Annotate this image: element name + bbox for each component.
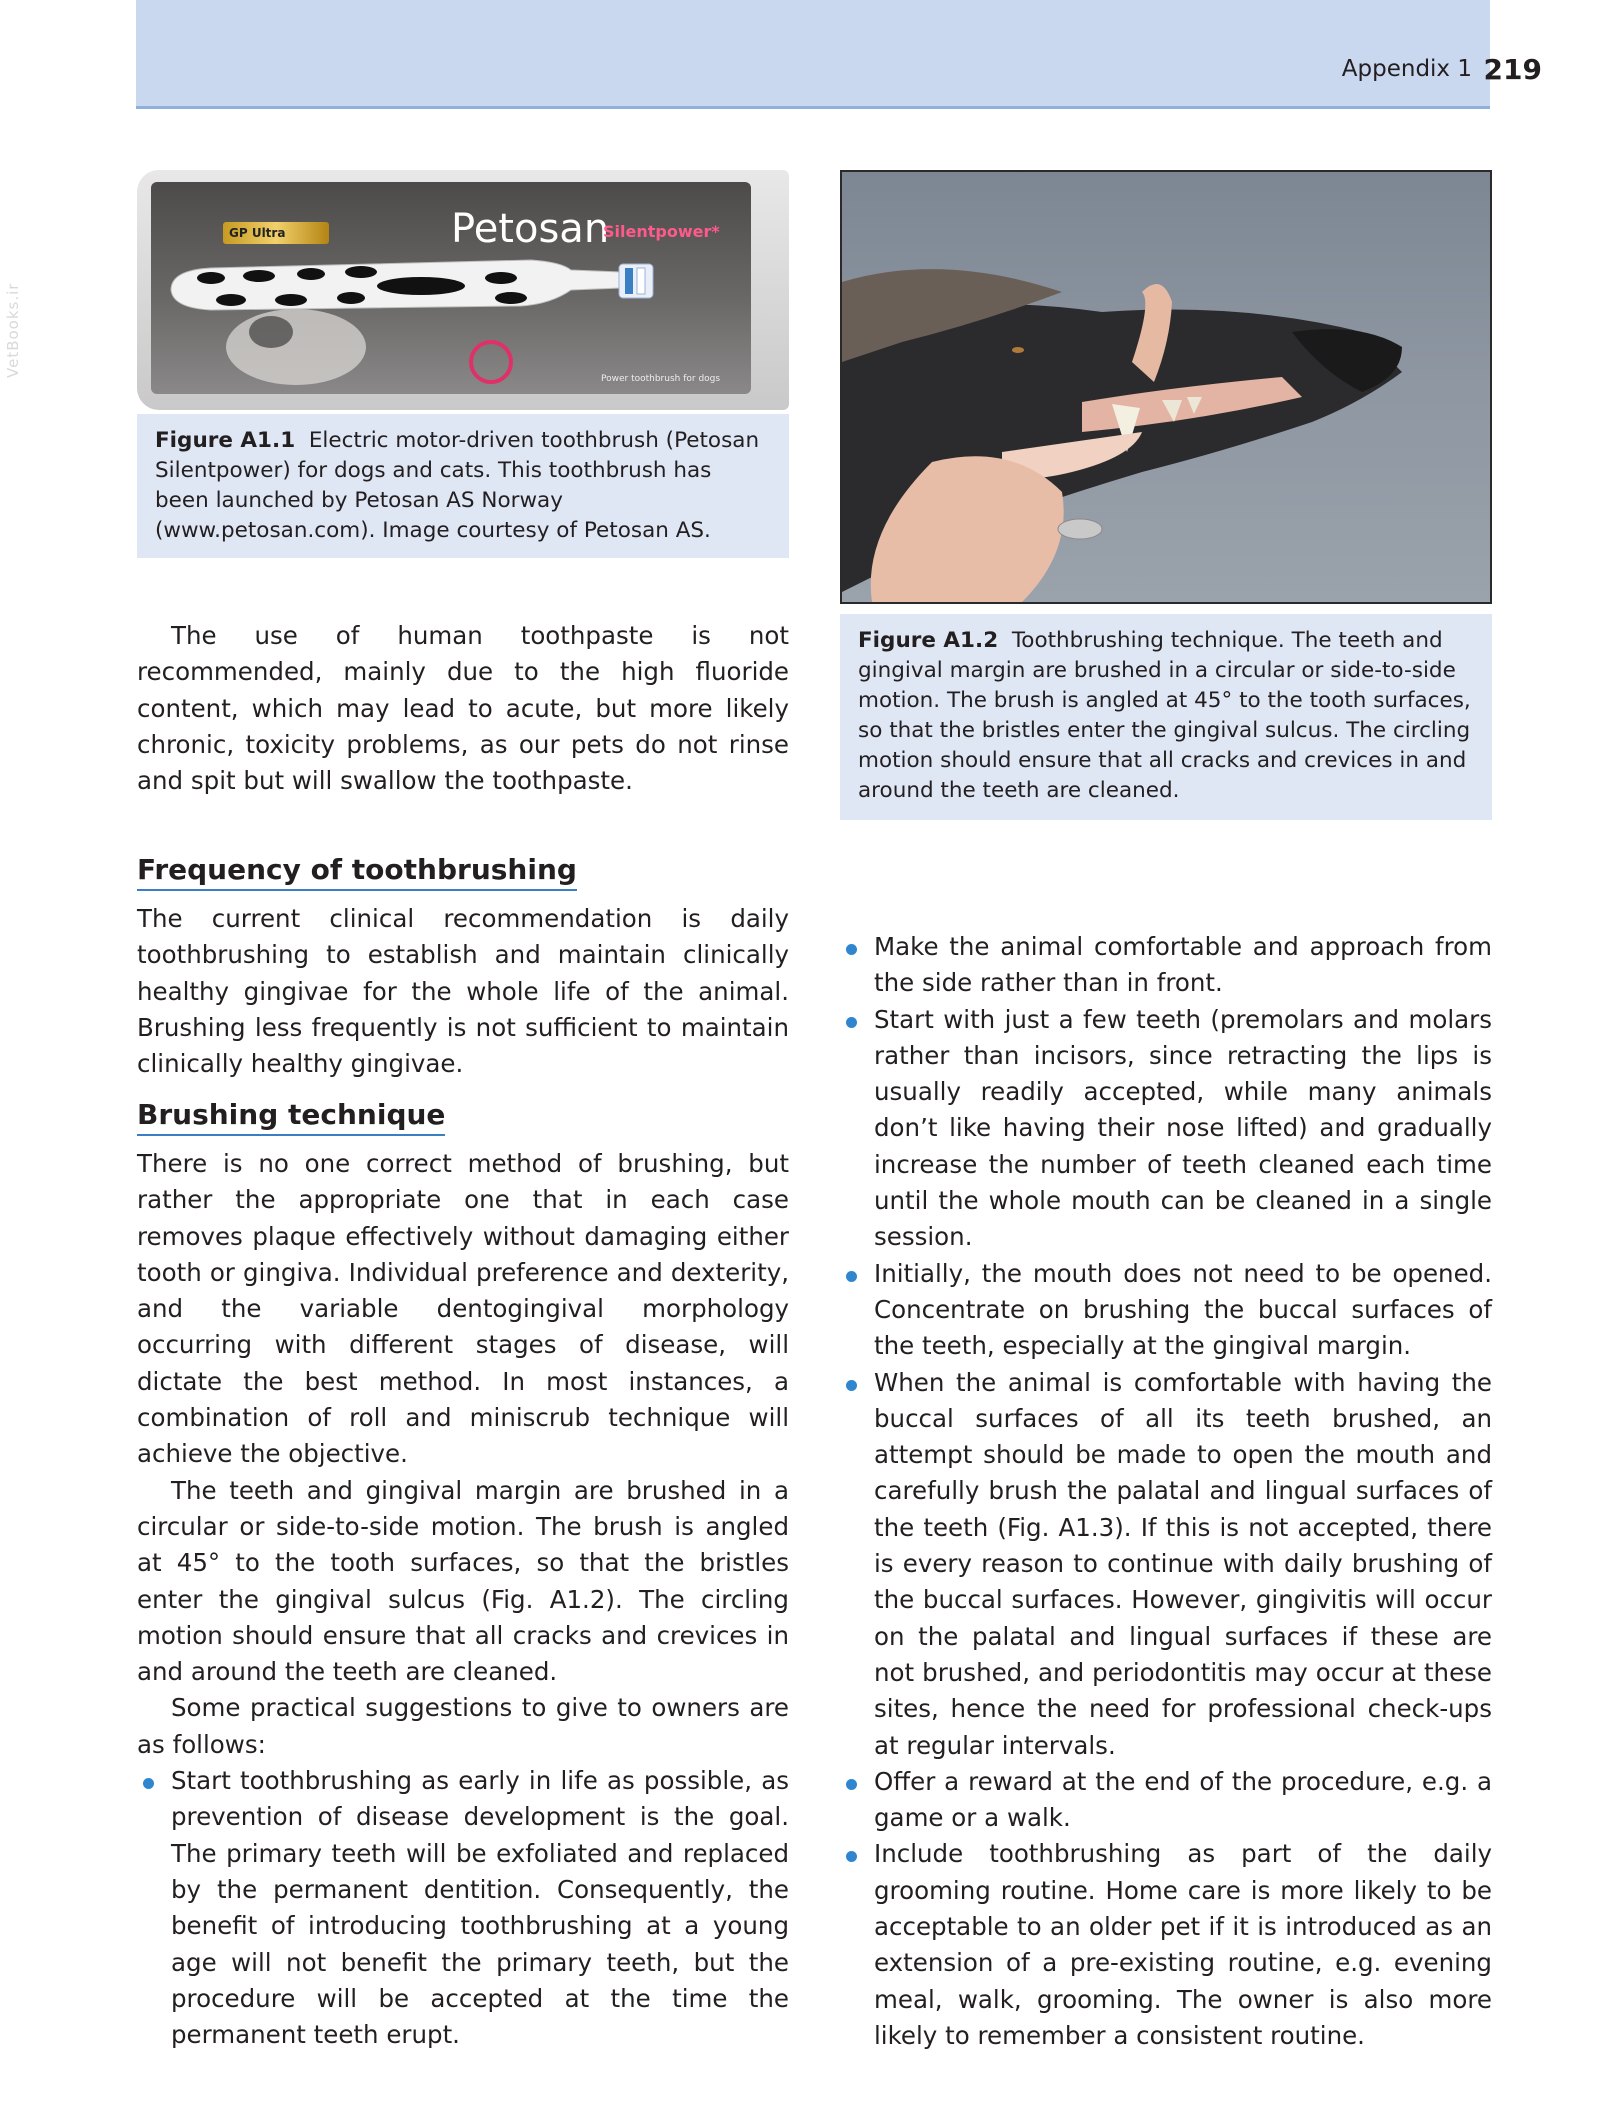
- right-column: [840, 929, 1492, 2054]
- suggestion-bullet: Offer a reward at the end of the procedure, e.g. a game or a walk.: [840, 1764, 1492, 1837]
- figure-a1-2-label: Figure A1.2: [858, 628, 999, 653]
- figure-a1-2-caption: [840, 614, 1492, 820]
- watermark: VetBooks.ir: [4, 282, 22, 378]
- battery: GP Ultra: [223, 222, 329, 244]
- toothbrush-illustration: [151, 182, 751, 394]
- figure-a1-1-image: [137, 170, 789, 410]
- left-column-top: [137, 618, 789, 799]
- frequency-heading: Frequency of toothbrushing: [137, 852, 577, 891]
- toothbrush-package: [151, 182, 751, 394]
- toothbrushing-photo: [842, 172, 1490, 602]
- package-product: Silentpower*: [603, 222, 720, 241]
- suggestion-bullet: Initially, the mouth does not need to be opened. Concentrate on brushing the buccal surfaces of the teeth, especially at the gingival margin.: [840, 1256, 1492, 1365]
- package-note: Power toothbrush for dogs: [601, 374, 721, 384]
- technique-heading: Brushing technique: [137, 1097, 445, 1136]
- suggestion-bullet: Include toothbrushing as part of the daily grooming routine. Home care is more likely to be acceptable to an older pet if it is introduced as an extension of a pre-existing routine, e.g. evening meal, walk, grooming. The owner is also more likely to remember a consistent routine.: [840, 1836, 1492, 2054]
- figure-a1-1-label: Figure A1.1: [155, 428, 296, 453]
- running-head: Appendix 1: [1341, 56, 1472, 82]
- technique-paragraph-3: Some practical suggestions to give to owners are as follows:: [137, 1693, 789, 1759]
- frequency-section: [137, 852, 789, 1082]
- suggestion-bullet: Make the animal comfortable and approach from the side rather than in front.: [840, 929, 1492, 1002]
- suggestion-bullet: Start with just a few teeth (premolars and molars rather than incisors, since retracting the lips is usually readily accepted, while many animals don’t like having their nose lifted) and gradually increase the number of teeth cleaned each time until the whole mouth can be cleaned in a single session.: [840, 1002, 1492, 1256]
- figure-a1-2-caption-text: Toothbrushing technique. The teeth and gingival margin are brushed in a circular or side-to-side motion. The brush is angled at 45° to the tooth surfaces, so that the bristles enter the gingival sulcus. The circling motion should ensure that all cracks and crevices in and around the teeth are cleaned.: [858, 628, 1471, 803]
- figure-a1-1-caption: [137, 414, 789, 558]
- suggestion-bullet: When the animal is comfortable with having the buccal surfaces of all its teeth brushed, an attempt should be made to open the mouth and carefully brush the palatal and lingual surfaces of the teeth (Fig. A1.3). If this is not accepted, there is every reason to continue with daily brushing of the buccal surfaces. However, gingivitis will occur on the palatal and lingual surfaces if these are not brushed, and periodontitis may occur at these sites, hence the need for professional check-ups at regular intervals.: [840, 1365, 1492, 1764]
- technique-section: [137, 1097, 789, 2053]
- frequency-paragraph: The current clinical recommendation is daily toothbrushing to establish and maintain clinically healthy gingivae for the whole life of the animal. Brushing less frequently is not sufficient to maintain clinically healthy gingivae.: [137, 904, 789, 1079]
- package-brand: Petosan: [451, 206, 610, 252]
- page-number: 219: [1483, 53, 1542, 86]
- technique-paragraph-1: There is no one correct method of brushing, but rather the appropriate one that in each case removes plaque effectively without damaging either tooth or gingiva. Individual preference and dexterity, and the variable dentogingival morphology occurring with different stages of disease, will dictate the best method. In most instances, a combination of roll and miniscrub technique will achieve the objective.: [137, 1149, 789, 1469]
- suggestion-bullet: Start toothbrushing as early in life as possible, as prevention of disease development is the goal. The primary teeth will be exfoliated and replaced by the permanent dentition. Consequently, the benefit of introducing toothbrushing at a young age will not benefit the primary teeth, but the procedure will be accepted at the time the permanent teeth erupt.: [137, 1763, 789, 2053]
- intro-paragraph: The use of human toothpaste is not recommended, mainly due to the high fluoride content, which may lead to acute, but more likely chronic, toxicity problems, as our pets do not rinse and spit but will swallow the toothpaste.: [137, 621, 789, 796]
- figure-a1-1-caption-text: Electric motor-driven toothbrush (Petosan Silentpower) for dogs and cats. This toothbrush has been launched by Petosan AS Norway (www.petosan.com). Image courtesy of Petosan AS.: [155, 428, 760, 543]
- technique-paragraph-2: The teeth and gingival margin are brushed in a circular or side-to-side motion. The brush is angled at 45° to the tooth surfaces, so that the bristles enter the gingival sulcus (Fig. A1.2). The circling motion should ensure that all cracks and crevices in and around the teeth are cleaned.: [137, 1475, 789, 1687]
- page-header: [136, 0, 1490, 109]
- large-badge: [469, 340, 513, 384]
- figure-a1-2-image: [840, 170, 1492, 604]
